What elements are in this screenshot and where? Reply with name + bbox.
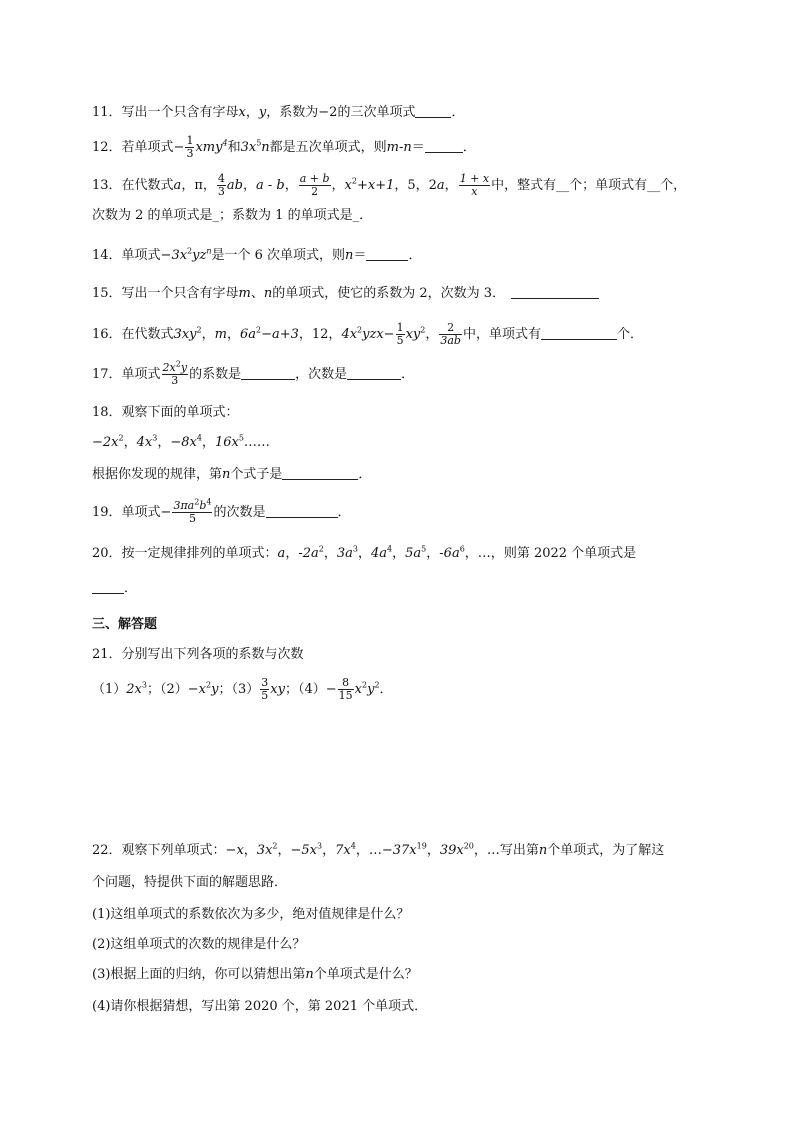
question-14: 14．单项式$-3x^2yz^n$是一个 6 次单项式，则n＝ ． — [92, 246, 422, 263]
question-16: 16．在代数式$3xy^2$，m，$6a^2-a+3$，12，$4x^2yzx-$ $\frac{1}{5}$ $xy^2$， $\frac{2}{3ab}$ 中，单项式有 个． — [92, 321, 643, 347]
question-21-items: $(1)2x^3$；$(2)-x^2y$；（3） $\frac{3}{5}$ xy；（4）− $\frac{8}{15}$ $x^2y^2$． — [92, 676, 393, 702]
answer-blank[interactable] — [425, 138, 463, 153]
answer-blank[interactable] — [511, 284, 599, 299]
question-12: 12．若单项式− $\frac{1}{3}$ xmy$^4$和$3x^5n$都是五次单项式，则m-n＝ ． — [92, 134, 476, 160]
answer-blank[interactable] — [415, 103, 451, 118]
fraction: $\frac{2}{3ab}$ — [440, 321, 461, 347]
fraction: $\frac{1}{3}$ — [186, 134, 194, 160]
question-21: 21．分别写出下列各项的系数与次数 — [92, 647, 304, 662]
question-22: 22．观察下列单项式：−x，$3x^2$，$-5x^3$，$7x^4$，$\dots-37x^{19}$，$39x^{20}$，…写出第n个单项式，为了解这 — [92, 841, 665, 858]
answer-blank[interactable] — [266, 503, 338, 518]
section-heading: 三、解答题 — [92, 617, 158, 632]
question-11: 11．写出一个只含有字母x，y，系数为−2的三次单项式 ． — [92, 105, 465, 120]
answer-blank[interactable] — [282, 465, 358, 480]
question-20-line-2: ． — [92, 578, 704, 600]
question-22-step-3: (3)根据上面的归纳，你可以猜想出第n个单项式是什么？ — [92, 967, 418, 982]
answer-blank[interactable] — [541, 325, 617, 340]
question-18-prompt: 根据你发现的规律，第n个式子是 ． — [92, 467, 372, 482]
question-20: 20．按一定规律排列的单项式：a，$-2a^2$，$3a^3$，$4a^4$，$5a^5$，$-6a^6$，…，则第 2022 个单项式是 — [92, 544, 637, 561]
question-22-step-1: (1)这组单项式的系数依次为多少，绝对值规律是什么？ — [92, 907, 410, 922]
fraction: $\frac{4}{3}$ — [217, 172, 225, 198]
answer-blank[interactable] — [347, 365, 401, 380]
question-22-step-2: (2)这组单项式的次数的规律是什么？ — [92, 937, 306, 952]
question-13-line-2: 次数为 2 的单项式是_；系数为 1 的单项式是_． — [92, 208, 373, 223]
answer-blank[interactable] — [92, 579, 124, 594]
question-15: 15．写出一个只含有字母m、n的单项式，使它的系数为 2，次数为 3． — [92, 283, 704, 305]
question-22-line-2: 个问题，特提供下面的解题思路． — [92, 875, 288, 890]
fraction: $\frac{3\pi a^2b^4}{5}$ — [173, 497, 212, 525]
fraction: $\frac{a + b}{2}$ — [299, 172, 330, 198]
fraction: $\frac{8}{15}$ — [338, 676, 353, 702]
fraction: $\frac{1 + x}{x}$ — [459, 172, 490, 198]
question-22-step-4: (4)请你根据猜想，写出第 2020 个，第 2021 个单项式． — [92, 999, 428, 1014]
fraction: $\frac{3}{5}$ — [261, 676, 269, 702]
fraction: $\frac{2x^2y}{3}$ — [162, 359, 188, 387]
question-18-sequence: $-2x^2$，$4x^3$，$-8x^4$，$16x^5\dots\dots$ — [92, 433, 270, 450]
answer-blank[interactable] — [241, 365, 295, 380]
fraction: $\frac{1}{5}$ — [396, 321, 404, 347]
answer-blank[interactable] — [366, 246, 408, 261]
question-19: 19．单项式− $\frac{3\pi a^2b^4}{5}$ 的次数是 ． — [92, 497, 351, 525]
question-18: 18．观察下面的单项式： — [92, 405, 239, 420]
question-13: 13．在代数式a，π， $\frac{4}{3}$ ab，a - b， $\frac{a + b}{2}$ ，$x^2+x+1$，5，2a， $\frac{1 + x}{x}$ 中，整式有__个；单项式有__个， — [92, 172, 687, 198]
question-17: 17．单项式 $\frac{2x^2y}{3}$ 的系数是 ，次数是 ． — [92, 359, 415, 387]
